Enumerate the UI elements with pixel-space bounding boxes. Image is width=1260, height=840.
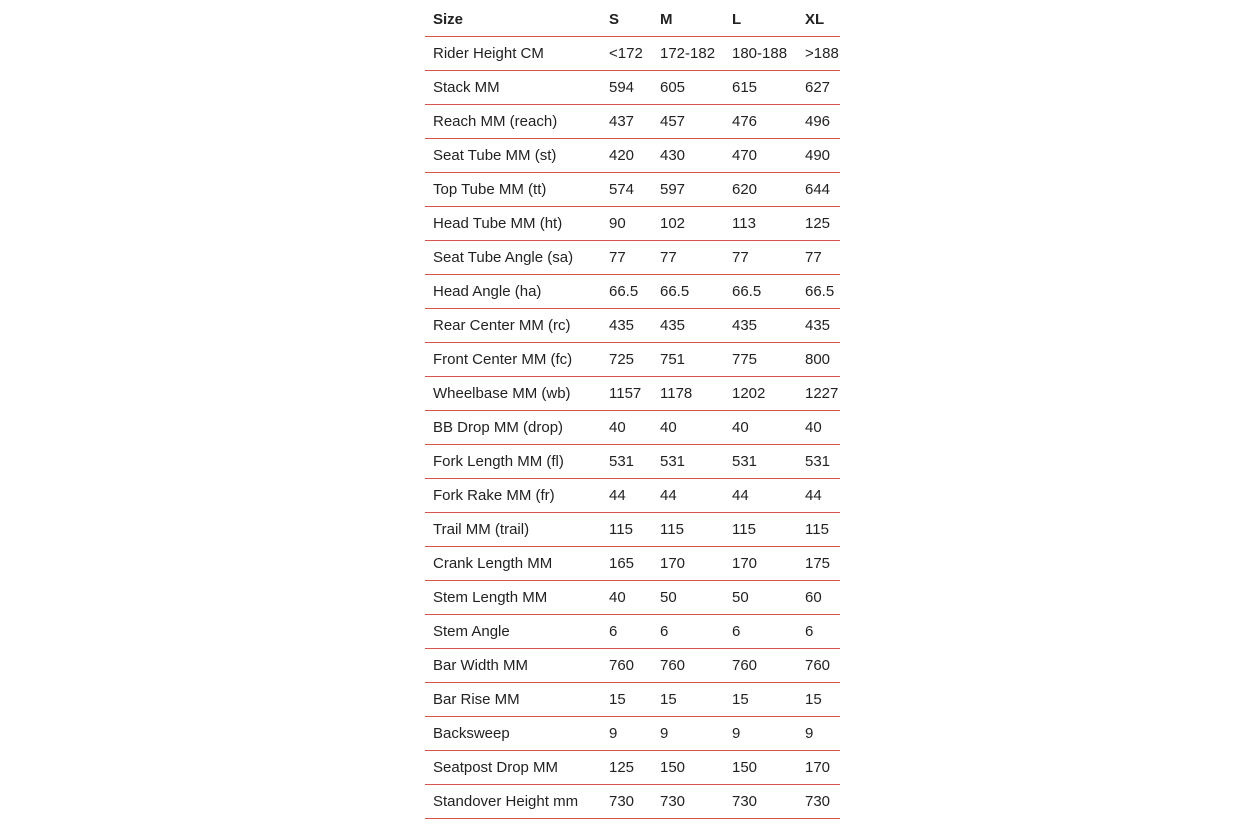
cell-xl: 644 [797,173,840,207]
table-row [425,71,840,105]
cell-s: 435 [601,309,652,343]
cell-s: 420 [601,139,652,173]
row-label: Seat Tube MM (st) [425,139,601,173]
cell-s: 66.5 [601,275,652,309]
cell-l: 9 [724,717,797,751]
cell-m: 50 [652,581,724,615]
header-size: Size [425,3,601,37]
cell-m: 730 [652,785,724,819]
cell-xl: 800 [797,343,840,377]
table-header-row [425,3,840,37]
cell-s: 725 [601,343,652,377]
cell-xl: 60 [797,581,840,615]
cell-l: 40 [724,411,797,445]
cell-m: 102 [652,207,724,241]
row-label: BB Drop MM (drop) [425,411,601,445]
cell-m: 15 [652,683,724,717]
cell-s: 1157 [601,377,652,411]
cell-l: 150 [724,751,797,785]
cell-s: 437 [601,105,652,139]
cell-xl: 490 [797,139,840,173]
row-label: Rear Center MM (rc) [425,309,601,343]
cell-s: 115 [601,513,652,547]
cell-m: 170 [652,547,724,581]
cell-m: 1178 [652,377,724,411]
table-row [425,139,840,173]
row-label: Seatpost Drop MM [425,751,601,785]
cell-xl: 496 [797,105,840,139]
table-row [425,377,840,411]
table-row [425,547,840,581]
cell-l: 180-188 [724,37,797,71]
table-row [425,105,840,139]
row-label: Head Tube MM (ht) [425,207,601,241]
cell-xl: 66.5 [797,275,840,309]
row-label: Backsweep [425,717,601,751]
row-label: Stack MM [425,71,601,105]
cell-s: 531 [601,445,652,479]
row-label: Fork Length MM (fl) [425,445,601,479]
header-s: S [601,3,652,37]
cell-l: 775 [724,343,797,377]
cell-xl: 115 [797,513,840,547]
cell-s: 15 [601,683,652,717]
cell-l: 6 [724,615,797,649]
cell-xl: >188 [797,37,840,71]
cell-m: 597 [652,173,724,207]
table-row [425,37,840,71]
table-row [425,343,840,377]
cell-m: 9 [652,717,724,751]
row-label: Front Center MM (fc) [425,343,601,377]
row-label: Fork Rake MM (fr) [425,479,601,513]
table-row [425,581,840,615]
cell-s: 90 [601,207,652,241]
row-label: Top Tube MM (tt) [425,173,601,207]
table-row [425,615,840,649]
cell-m: 150 [652,751,724,785]
cell-m: 435 [652,309,724,343]
cell-xl: 435 [797,309,840,343]
cell-m: 531 [652,445,724,479]
row-label: Crank Length MM [425,547,601,581]
table-row [425,241,840,275]
cell-l: 435 [724,309,797,343]
cell-s: 574 [601,173,652,207]
cell-l: 760 [724,649,797,683]
cell-s: 760 [601,649,652,683]
cell-s: 9 [601,717,652,751]
cell-xl: 40 [797,411,840,445]
cell-xl: 531 [797,445,840,479]
row-label: Stem Angle [425,615,601,649]
row-label: Seat Tube Angle (sa) [425,241,601,275]
cell-s: 594 [601,71,652,105]
cell-l: 470 [724,139,797,173]
row-label: Head Angle (ha) [425,275,601,309]
row-label: Bar Width MM [425,649,601,683]
cell-l: 531 [724,445,797,479]
table-row [425,411,840,445]
row-label: Standover Height mm [425,785,601,819]
table-row [425,479,840,513]
header-m: M [652,3,724,37]
cell-m: 40 [652,411,724,445]
header-xl: XL [797,3,840,37]
cell-m: 66.5 [652,275,724,309]
cell-l: 170 [724,547,797,581]
cell-s: 40 [601,581,652,615]
table-row [425,785,840,819]
cell-s: 730 [601,785,652,819]
cell-l: 1202 [724,377,797,411]
cell-xl: 44 [797,479,840,513]
cell-m: 6 [652,615,724,649]
cell-m: 751 [652,343,724,377]
cell-xl: 15 [797,683,840,717]
cell-xl: 730 [797,785,840,819]
cell-xl: 627 [797,71,840,105]
cell-l: 15 [724,683,797,717]
cell-l: 615 [724,71,797,105]
table-row [425,173,840,207]
geometry-table [425,3,840,819]
cell-l: 66.5 [724,275,797,309]
cell-m: 605 [652,71,724,105]
table-row [425,207,840,241]
table-row [425,309,840,343]
cell-xl: 175 [797,547,840,581]
cell-m: 115 [652,513,724,547]
cell-l: 115 [724,513,797,547]
cell-m: 430 [652,139,724,173]
cell-xl: 77 [797,241,840,275]
cell-xl: 9 [797,717,840,751]
row-label: Rider Height CM [425,37,601,71]
cell-s: 40 [601,411,652,445]
row-label: Trail MM (trail) [425,513,601,547]
cell-m: 44 [652,479,724,513]
table-row [425,275,840,309]
cell-l: 620 [724,173,797,207]
header-l: L [724,3,797,37]
cell-l: 476 [724,105,797,139]
cell-s: 77 [601,241,652,275]
cell-s: 6 [601,615,652,649]
row-label: Wheelbase MM (wb) [425,377,601,411]
row-label: Bar Rise MM [425,683,601,717]
cell-xl: 760 [797,649,840,683]
cell-s: <172 [601,37,652,71]
table-row [425,683,840,717]
cell-m: 172-182 [652,37,724,71]
table-row [425,445,840,479]
cell-s: 125 [601,751,652,785]
cell-m: 77 [652,241,724,275]
cell-l: 44 [724,479,797,513]
cell-xl: 6 [797,615,840,649]
table-row [425,717,840,751]
row-label: Reach MM (reach) [425,105,601,139]
cell-l: 77 [724,241,797,275]
cell-l: 113 [724,207,797,241]
cell-s: 44 [601,479,652,513]
cell-xl: 170 [797,751,840,785]
table-row [425,751,840,785]
cell-m: 457 [652,105,724,139]
cell-l: 50 [724,581,797,615]
table-row [425,649,840,683]
cell-s: 165 [601,547,652,581]
cell-xl: 1227 [797,377,840,411]
cell-l: 730 [724,785,797,819]
row-label: Stem Length MM [425,581,601,615]
table-row [425,513,840,547]
cell-xl: 125 [797,207,840,241]
table-body [425,37,840,819]
cell-m: 760 [652,649,724,683]
